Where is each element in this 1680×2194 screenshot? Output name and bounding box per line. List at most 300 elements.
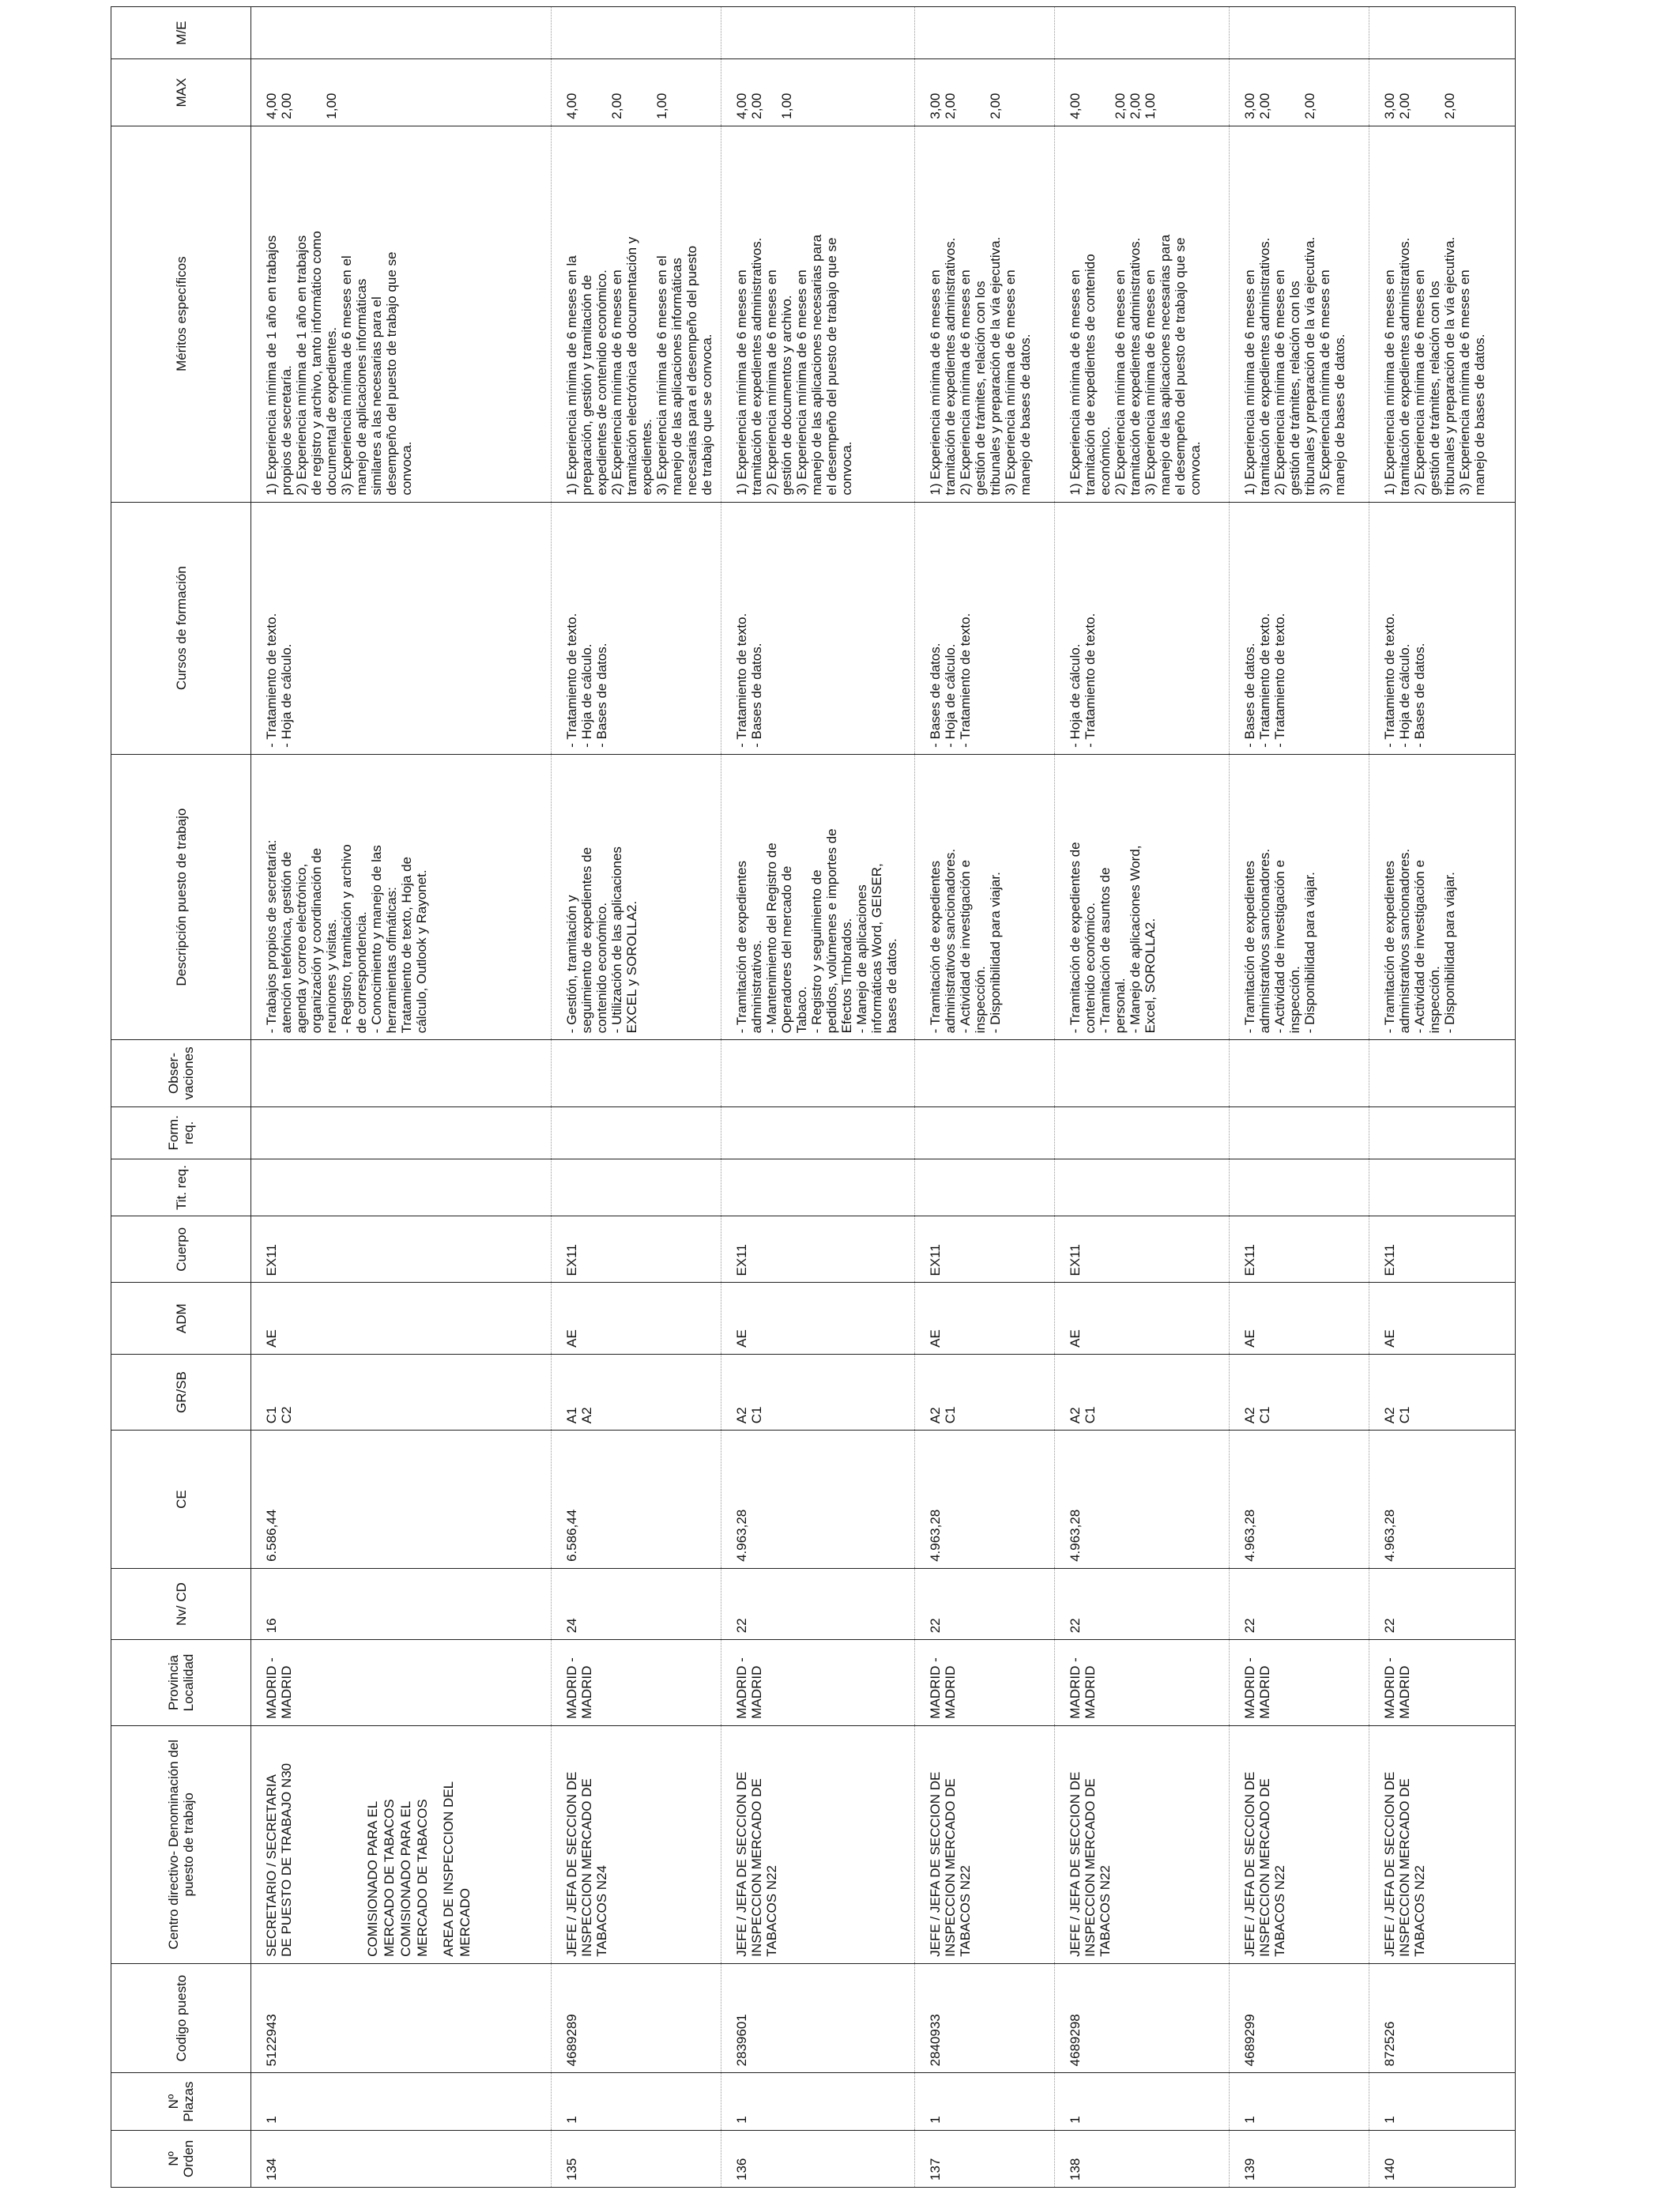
- max-values-line: 3,00: [1382, 92, 1397, 119]
- meritos-text-line: 2) Experiencia mínima de 6 meses en: [1113, 270, 1128, 496]
- centro-text-line: INSPECCION MERCADO DE: [1257, 1778, 1272, 1957]
- cursos-text-line: - Bases de datos.: [749, 643, 764, 748]
- cell-cuerpo: EX11: [915, 1216, 1055, 1283]
- centro-text-line: TABACOS N22: [1098, 1865, 1113, 1957]
- centro-text-line: JEFE / JEFA DE SECCION DE: [1382, 1771, 1397, 1957]
- cursos-text: [264, 509, 294, 748]
- cell-meritos: [1055, 126, 1230, 502]
- cell-max: [1055, 59, 1230, 126]
- cursos-text-line: - Hoja de cálculo.: [1068, 643, 1083, 748]
- cell-adm: AE: [1369, 1283, 1516, 1354]
- grupo-text: [264, 1361, 294, 1423]
- max-values-line: [309, 66, 324, 119]
- meritos-text-line: tramitación de expedientes administrativos.: [943, 237, 958, 496]
- cell-cursos: [552, 502, 721, 754]
- cell-grupo: [721, 1354, 915, 1430]
- cell-orden: 136: [721, 2130, 915, 2187]
- meritos-text: [928, 133, 1033, 496]
- meritos-text-line: expedientes de contenido económico.: [594, 270, 609, 496]
- cursos-text-line: - Bases de datos.: [1412, 643, 1427, 748]
- cell-provincia: [1055, 1640, 1230, 1725]
- cell-centro: [915, 1725, 1055, 1963]
- descripcion-text-line: - Utilización de las aplicaciones: [609, 846, 624, 1034]
- provincia-text-line: MADRID -: [928, 1657, 943, 1719]
- centro-text-line: JEFE / JEFA DE SECCION DE: [734, 1771, 749, 1957]
- max-values-line: 3,00: [928, 92, 943, 119]
- table-row: [721, 7, 915, 2188]
- cell-descripcion: [721, 754, 915, 1039]
- cell-adm: AE: [915, 1283, 1055, 1354]
- centro-directivo-line: COMISIONADO PARA EL: [365, 1800, 380, 1957]
- meritos-text-line: preparación, gestión y tramitación de: [579, 274, 594, 496]
- max-values-line: 2,00: [279, 92, 294, 119]
- meritos-text-line: 2) Experiencia mínima de 6 meses en: [958, 270, 973, 496]
- cell-me: [1230, 7, 1369, 59]
- meritos-text-line: 2) Experiencia mínima de 6 meses en: [609, 270, 624, 496]
- max-values-line: 1,00: [324, 92, 339, 119]
- provincia-text-line: MADRID -: [734, 1657, 749, 1719]
- cursos-text-line: - Tratamiento de texto.: [264, 613, 279, 748]
- job-positions-table: [111, 6, 1516, 2188]
- cell-nivel: 22: [915, 1568, 1055, 1639]
- centro-text-line: TABACOS N22: [764, 1865, 779, 1957]
- header-meritos: Méritos específicos: [111, 126, 251, 502]
- meritos-text: [1242, 133, 1347, 496]
- grupo-text: [734, 1361, 764, 1423]
- max-values-line: 2,00: [1113, 92, 1128, 119]
- max-values-line: 4,00: [564, 92, 579, 119]
- max-values-line: 2,00: [1128, 92, 1143, 119]
- table-body: [251, 7, 1516, 2188]
- meritos-text-line: 1) Experiencia mínima de 6 meses en la: [564, 255, 579, 496]
- cell-ce: 4.963,28: [1230, 1431, 1369, 1569]
- descripcion-text: [564, 761, 639, 1033]
- header-max: MAX: [111, 59, 251, 126]
- header-formacion-req: Form. req.: [111, 1106, 251, 1159]
- provincia-text: [928, 1646, 958, 1718]
- centro-directivo-line: MERCADO: [458, 1887, 473, 1957]
- max-values-line: [1427, 66, 1442, 119]
- meritos-text-line: el desempeño del puesto de trabajo que se: [824, 237, 839, 496]
- cell-adm: AE: [1055, 1283, 1230, 1354]
- cursos-text: [734, 509, 764, 748]
- cell-titulacion: [251, 1159, 552, 1216]
- max-values: [1382, 66, 1457, 119]
- descripcion-text-line: pedidos, volúmenes e importes de: [824, 828, 839, 1034]
- descripcion-text-line: - Manejo de aplicaciones Word,: [1128, 845, 1143, 1034]
- cell-meritos: [251, 126, 552, 502]
- cell-nivel: 24: [552, 1568, 721, 1639]
- grupo-text-line: A2: [1068, 1407, 1083, 1424]
- cell-codigo: 2839601: [721, 1963, 915, 2073]
- meritos-text-line: manejo de bases de datos.: [1332, 334, 1347, 496]
- max-values: [928, 66, 1003, 119]
- descripcion-text-line: de correspondencia.: [354, 911, 369, 1034]
- cell-descripcion: [251, 754, 552, 1039]
- descripcion-text-line: - Tramitación de expedientes: [928, 861, 943, 1034]
- max-values-line: 2,00: [988, 92, 1003, 119]
- descripcion-text-line: personal.: [1113, 978, 1128, 1034]
- cell-observaciones: [721, 1040, 915, 1106]
- max-values-line: [1083, 66, 1098, 119]
- provincia-text: [1382, 1646, 1412, 1718]
- cell-titulacion: [721, 1159, 915, 1216]
- meritos-text-line: tramitación de expedientes de contenido: [1083, 254, 1098, 496]
- meritos-text-line: 3) Experiencia mínima de 6 meses en: [1457, 270, 1472, 496]
- descripcion-text-line: - Actividad de investigación e: [1412, 860, 1427, 1034]
- cell-nivel: 16: [251, 1568, 552, 1639]
- meritos-text-line: tramitación de expedientes administrativos.: [1128, 237, 1143, 496]
- cell-codigo: 4689289: [552, 1963, 721, 2073]
- header-codigo: Codigo puesto: [111, 1963, 251, 2073]
- cursos-text-line: - Bases de datos.: [594, 643, 609, 748]
- cell-grupo: [915, 1354, 1055, 1430]
- cell-max: [721, 59, 915, 126]
- cell-grupo: [1369, 1354, 1516, 1430]
- provincia-text-line: MADRID -: [1382, 1657, 1397, 1719]
- max-values-line: 1,00: [1143, 92, 1158, 119]
- cell-formacion-req: [1369, 1106, 1516, 1159]
- cursos-text-line: - Hoja de cálculo.: [943, 643, 958, 748]
- descripcion-text-line: - Disponibilidad para viajar.: [1302, 872, 1317, 1034]
- cell-cuerpo: EX11: [721, 1216, 915, 1283]
- provincia-text-line: MADRID -: [264, 1657, 279, 1719]
- cell-max: [251, 59, 552, 126]
- centro-text: [1382, 1732, 1427, 1957]
- cell-codigo: 2840933: [915, 1963, 1055, 2073]
- centro-text-line: INSPECCION MERCADO DE: [943, 1778, 958, 1957]
- grupo-text-line: C1: [749, 1406, 764, 1424]
- cell-observaciones: [1230, 1040, 1369, 1106]
- max-values-line: [1287, 66, 1302, 119]
- cell-formacion-req: [552, 1106, 721, 1159]
- cell-titulacion: [1369, 1159, 1516, 1216]
- descripcion-text-line: - Gestión, tramitación y: [564, 895, 579, 1034]
- descripcion-text-line: - Tramitación de expedientes: [734, 861, 749, 1034]
- grupo-text: [564, 1361, 594, 1423]
- provincia-text-line: MADRID -: [1068, 1657, 1083, 1719]
- cursos-text: [1382, 509, 1427, 748]
- centro-directivo-line: MERCADO DE TABACOS: [382, 1799, 397, 1957]
- descripcion-text-line: - Mantenimiento del Registro de: [764, 843, 779, 1034]
- cell-meritos: [1369, 126, 1516, 502]
- descripcion-text-line: Tabaco.: [794, 986, 809, 1034]
- provincia-text: [264, 1646, 294, 1718]
- max-values: [1068, 66, 1158, 119]
- meritos-text-line: similares a las necesarias para el: [369, 296, 384, 496]
- provincia-text-line: MADRID -: [1242, 1657, 1257, 1719]
- cell-plazas: 1: [1055, 2073, 1230, 2130]
- descripcion-text-line: administrativos.: [749, 940, 764, 1034]
- meritos-text-line: 3) Experiencia mínima de 6 meses en el: [654, 255, 669, 496]
- centro-text-line: TABACOS N22: [1412, 1865, 1427, 1957]
- descripcion-text-line: - Actividad de investigación e: [958, 860, 973, 1034]
- centro-directivo-line: AREA DE INSPECCION DEL: [441, 1781, 456, 1957]
- provincia-text-line: MADRID: [579, 1665, 594, 1719]
- grupo-text: [1382, 1361, 1412, 1423]
- provincia-text-line: MADRID: [1083, 1665, 1098, 1719]
- cell-descripcion: [1369, 754, 1516, 1039]
- meritos-text-line: convoca.: [1188, 441, 1203, 496]
- descripcion-text-line: - Registro y seguimiento de: [809, 869, 824, 1034]
- header-ce: CE: [111, 1431, 251, 1569]
- cell-codigo: 4689298: [1055, 1963, 1230, 2073]
- header-adm: ADM: [111, 1283, 251, 1354]
- provincia-text-line: MADRID: [749, 1665, 764, 1719]
- header-row: [111, 7, 251, 2188]
- centro-text-line: JEFE / JEFA DE SECCION DE: [1242, 1771, 1257, 1957]
- cell-ce: 6.586,44: [251, 1431, 552, 1569]
- meritos-text-line: tramitación de expedientes administrativos.: [1397, 237, 1412, 496]
- max-values-line: 4,00: [264, 92, 279, 119]
- meritos-text-line: 3) Experiencia mínima de 6 meses en: [794, 270, 809, 496]
- centro-text-line: JEFE / JEFA DE SECCION DE: [564, 1771, 579, 1957]
- meritos-text-line: 3) Experiencia mínima de 6 meses en: [1317, 270, 1332, 496]
- cell-me: [721, 7, 915, 59]
- cell-orden: 139: [1230, 2130, 1369, 2187]
- cell-ce: 4.963,28: [1369, 1431, 1516, 1569]
- descripcion-text-line: reuniones y visitas.: [324, 918, 339, 1034]
- table-row: [915, 7, 1055, 2188]
- cell-titulacion: [1230, 1159, 1369, 1216]
- cell-codigo: 872526: [1369, 1963, 1516, 2073]
- grupo-text-line: A2: [1242, 1407, 1257, 1424]
- cell-formacion-req: [1055, 1106, 1230, 1159]
- cell-codigo: 5122943: [251, 1963, 552, 2073]
- meritos-text-line: 3) Experiencia mínima de 6 meses en el: [339, 255, 354, 496]
- grupo-text-line: A2: [579, 1407, 594, 1424]
- cell-plazas: 1: [1230, 2073, 1369, 2130]
- grupo-text-line: A2: [1382, 1407, 1397, 1424]
- table-row: [1369, 7, 1516, 2188]
- meritos-text-line: 1) Experiencia mínima de 6 meses en: [1242, 270, 1257, 496]
- provincia-text-line: MADRID: [279, 1665, 294, 1719]
- provincia-text-line: MADRID: [943, 1665, 958, 1719]
- cell-plazas: 1: [915, 2073, 1055, 2130]
- grupo-text: [1068, 1361, 1098, 1423]
- provincia-text-line: MADRID: [1397, 1665, 1412, 1719]
- cursos-text-line: - Tratamiento de texto.: [1083, 613, 1098, 748]
- cell-cursos: [1230, 502, 1369, 754]
- cell-adm: AE: [251, 1283, 552, 1354]
- cell-max: [552, 59, 721, 126]
- cell-centro: [251, 1725, 552, 1963]
- cell-grupo: [1055, 1354, 1230, 1430]
- descripcion-text: [1382, 761, 1457, 1033]
- cell-codigo: 4689299: [1230, 1963, 1369, 2073]
- meritos-text-line: el desempeño del puesto de trabajo que se: [1173, 237, 1188, 496]
- meritos-text-line: de trabajo que se convoca.: [699, 334, 714, 496]
- meritos-text-line: gestión de documentos y archivo.: [779, 295, 794, 496]
- meritos-text-line: gestión de trámites, relación con los: [1287, 281, 1302, 496]
- header-orden: Nº Orden: [111, 2130, 251, 2187]
- cell-descripcion: [1230, 754, 1369, 1039]
- cursos-text-line: - Tratamiento de texto.: [734, 613, 749, 748]
- cell-orden: 134: [251, 2130, 552, 2187]
- header-descripcion: Descripción puesto de trabajo: [111, 754, 251, 1039]
- max-values-line: [594, 66, 609, 119]
- meritos-text-line: de registro y archivo, tanto informático como: [309, 231, 324, 496]
- grupo-text: [1242, 1361, 1272, 1423]
- centro-text-line: SECRETARIO / SECRETARIA: [264, 1774, 279, 1957]
- descripcion-text-line: - Manejo de aplicaciones: [854, 884, 869, 1034]
- descripcion-text-line: inspección.: [1287, 966, 1302, 1034]
- cell-orden: 135: [552, 2130, 721, 2187]
- cell-cursos: [1369, 502, 1516, 754]
- descripcion-text-line: administrativos sancionadores.: [1257, 848, 1272, 1034]
- descripcion-text-line: informáticas Word, GEISER,: [869, 863, 884, 1034]
- provincia-text-line: MADRID -: [564, 1657, 579, 1719]
- centro-directivo-line: COMISIONADO PARA EL: [398, 1800, 413, 1957]
- meritos-text-line: convoca.: [839, 441, 854, 496]
- meritos-text-line: económico.: [1098, 426, 1113, 496]
- descripcion-text-line: - Tramitación de expedientes de: [1068, 842, 1083, 1034]
- cell-grupo: [1230, 1354, 1369, 1430]
- meritos-text: [1068, 133, 1203, 496]
- cell-centro: [552, 1725, 721, 1963]
- max-values-line: 4,00: [1068, 92, 1083, 119]
- cursos-text-line: - Hoja de cálculo.: [1397, 643, 1412, 748]
- centro-text: [264, 1732, 294, 1957]
- meritos-text-line: manejo de las aplicaciones necesarias para: [1158, 234, 1173, 496]
- cursos-text-line: - Tratamiento de texto.: [1272, 613, 1287, 748]
- cell-descripcion: [552, 754, 721, 1039]
- cell-me: [251, 7, 552, 59]
- max-values-line: [579, 66, 594, 119]
- cell-provincia: [1230, 1640, 1369, 1725]
- cursos-text: [564, 509, 609, 748]
- cursos-text-line: - Tratamiento de texto.: [564, 613, 579, 748]
- meritos-text-line: tribunales y preparación de la vía ejecutiva.: [1302, 236, 1317, 496]
- cell-nivel: 22: [1055, 1568, 1230, 1639]
- meritos-text: [1382, 133, 1487, 496]
- descripcion-text-line: inspección.: [1427, 966, 1442, 1034]
- header-cursos: Cursos de formación: [111, 502, 251, 754]
- meritos-text-line: tramitación de expedientes administrativos.: [1257, 237, 1272, 496]
- cell-observaciones: [1055, 1040, 1230, 1106]
- meritos-text-line: propios de secretaría.: [279, 365, 294, 496]
- descripcion-text-line: organización y coordinación de: [309, 847, 324, 1034]
- provincia-text-line: MADRID: [1257, 1665, 1272, 1719]
- cell-titulacion: [1055, 1159, 1230, 1216]
- meritos-text-line: manejo de las aplicaciones necesarias para: [809, 234, 824, 496]
- cell-meritos: [721, 126, 915, 502]
- max-values-line: 4,00: [734, 92, 749, 119]
- header-cuerpo: Cuerpo: [111, 1216, 251, 1283]
- descripcion-text-line: bases de datos.: [884, 938, 899, 1034]
- max-values: [1242, 66, 1317, 119]
- meritos-text-line: desempeño del puesto de trabajo que se: [384, 251, 399, 496]
- meritos-text-line: 2) Experiencia mínima de 1 año en trabajos: [294, 235, 309, 496]
- cell-formacion-req: [915, 1106, 1055, 1159]
- meritos-text-line: 2) Experiencia mínima de 6 meses en: [764, 270, 779, 496]
- cell-grupo: [552, 1354, 721, 1430]
- grupo-text: [928, 1361, 958, 1423]
- cell-cuerpo: EX11: [251, 1216, 552, 1283]
- meritos-text-line: tribunales y preparación de la vía ejecutiva.: [1442, 236, 1457, 496]
- cell-nivel: 22: [721, 1568, 915, 1639]
- cell-cursos: [721, 502, 915, 754]
- grupo-text-line: C2: [279, 1406, 294, 1424]
- cell-max: [1369, 59, 1516, 126]
- cell-titulacion: [552, 1159, 721, 1216]
- meritos-text-line: 3) Experiencia mínima de 6 meses en: [1143, 270, 1158, 496]
- cell-adm: AE: [552, 1283, 721, 1354]
- cell-ce: 6.586,44: [552, 1431, 721, 1569]
- max-values: [264, 66, 339, 119]
- max-values-line: 2,00: [1397, 92, 1412, 119]
- descripcion-text-line: - Registro, tramitación y archivo: [339, 844, 354, 1034]
- meritos-text-line: manejo de aplicaciones informáticas: [354, 278, 369, 496]
- meritos-text-line: 1) Experiencia mínima de 6 meses en: [1382, 270, 1397, 496]
- max-values-line: 2,00: [1302, 92, 1317, 119]
- cell-orden: 140: [1369, 2130, 1516, 2187]
- cell-formacion-req: [251, 1106, 552, 1159]
- cell-provincia: [915, 1640, 1055, 1725]
- max-values-line: [639, 66, 654, 119]
- cursos-text: [1242, 509, 1287, 748]
- cell-observaciones: [1369, 1040, 1516, 1106]
- grupo-text-line: C1: [1257, 1406, 1272, 1424]
- descripcion-text-line: Excel, SOROLLA2.: [1143, 918, 1158, 1034]
- meritos-text-line: expedientes.: [639, 419, 654, 496]
- centro-text: [1068, 1732, 1113, 1957]
- cell-formacion-req: [721, 1106, 915, 1159]
- table-row: [552, 7, 721, 2188]
- cell-plazas: 1: [251, 2073, 552, 2130]
- max-values-line: 2,00: [1442, 92, 1457, 119]
- grupo-text-line: A2: [928, 1407, 943, 1424]
- cell-cuerpo: EX11: [552, 1216, 721, 1283]
- cell-provincia: [721, 1640, 915, 1725]
- meritos-text: [264, 133, 414, 496]
- cell-me: [915, 7, 1055, 59]
- meritos-text: [564, 133, 714, 496]
- cell-provincia: [251, 1640, 552, 1725]
- provincia-text: [564, 1646, 594, 1718]
- cursos-text: [1068, 509, 1098, 748]
- header-nivel: Nv/ CD: [111, 1568, 251, 1639]
- centro-directivo-block: [365, 1732, 473, 1957]
- meritos-text-line: 3) Experiencia mínima de 6 meses en: [1003, 270, 1018, 496]
- centro-text: [564, 1732, 609, 1957]
- descripcion-text-line: - Tramitación de asuntos de: [1098, 867, 1113, 1034]
- cell-cuerpo: EX11: [1055, 1216, 1230, 1283]
- meritos-text-line: tramitación de expedientes administrativos.: [749, 237, 764, 496]
- descripcion-text-line: inspección.: [973, 966, 988, 1034]
- cell-plazas: 1: [1369, 2073, 1516, 2130]
- centro-text-line: INSPECCION MERCADO DE: [1397, 1778, 1412, 1957]
- centro-text-line: TABACOS N22: [1272, 1865, 1287, 1957]
- max-values-line: 2,00: [609, 92, 624, 119]
- descripcion-text-line: contenido económico.: [1083, 902, 1098, 1034]
- meritos-text: [734, 133, 854, 496]
- grupo-text-line: C1: [264, 1406, 279, 1424]
- max-values: [564, 66, 669, 119]
- cursos-text-line: - Hoja de cálculo.: [279, 643, 294, 748]
- meritos-text-line: tramitación electrónica de documentación y: [624, 236, 639, 496]
- table-row: [1055, 7, 1230, 2188]
- descripcion-text: [1068, 761, 1158, 1033]
- cursos-text-line: - Hoja de cálculo.: [579, 643, 594, 748]
- cell-provincia: [552, 1640, 721, 1725]
- max-values-line: [973, 66, 988, 119]
- cursos-text-line: - Bases de datos.: [928, 643, 943, 748]
- max-values-line: [1272, 66, 1287, 119]
- cell-centro: [1230, 1725, 1369, 1963]
- descripcion-text-line: seguimiento de expedientes de: [579, 846, 594, 1034]
- centro-text-line: DE PUESTO DE TRABAJO N30: [279, 1762, 294, 1957]
